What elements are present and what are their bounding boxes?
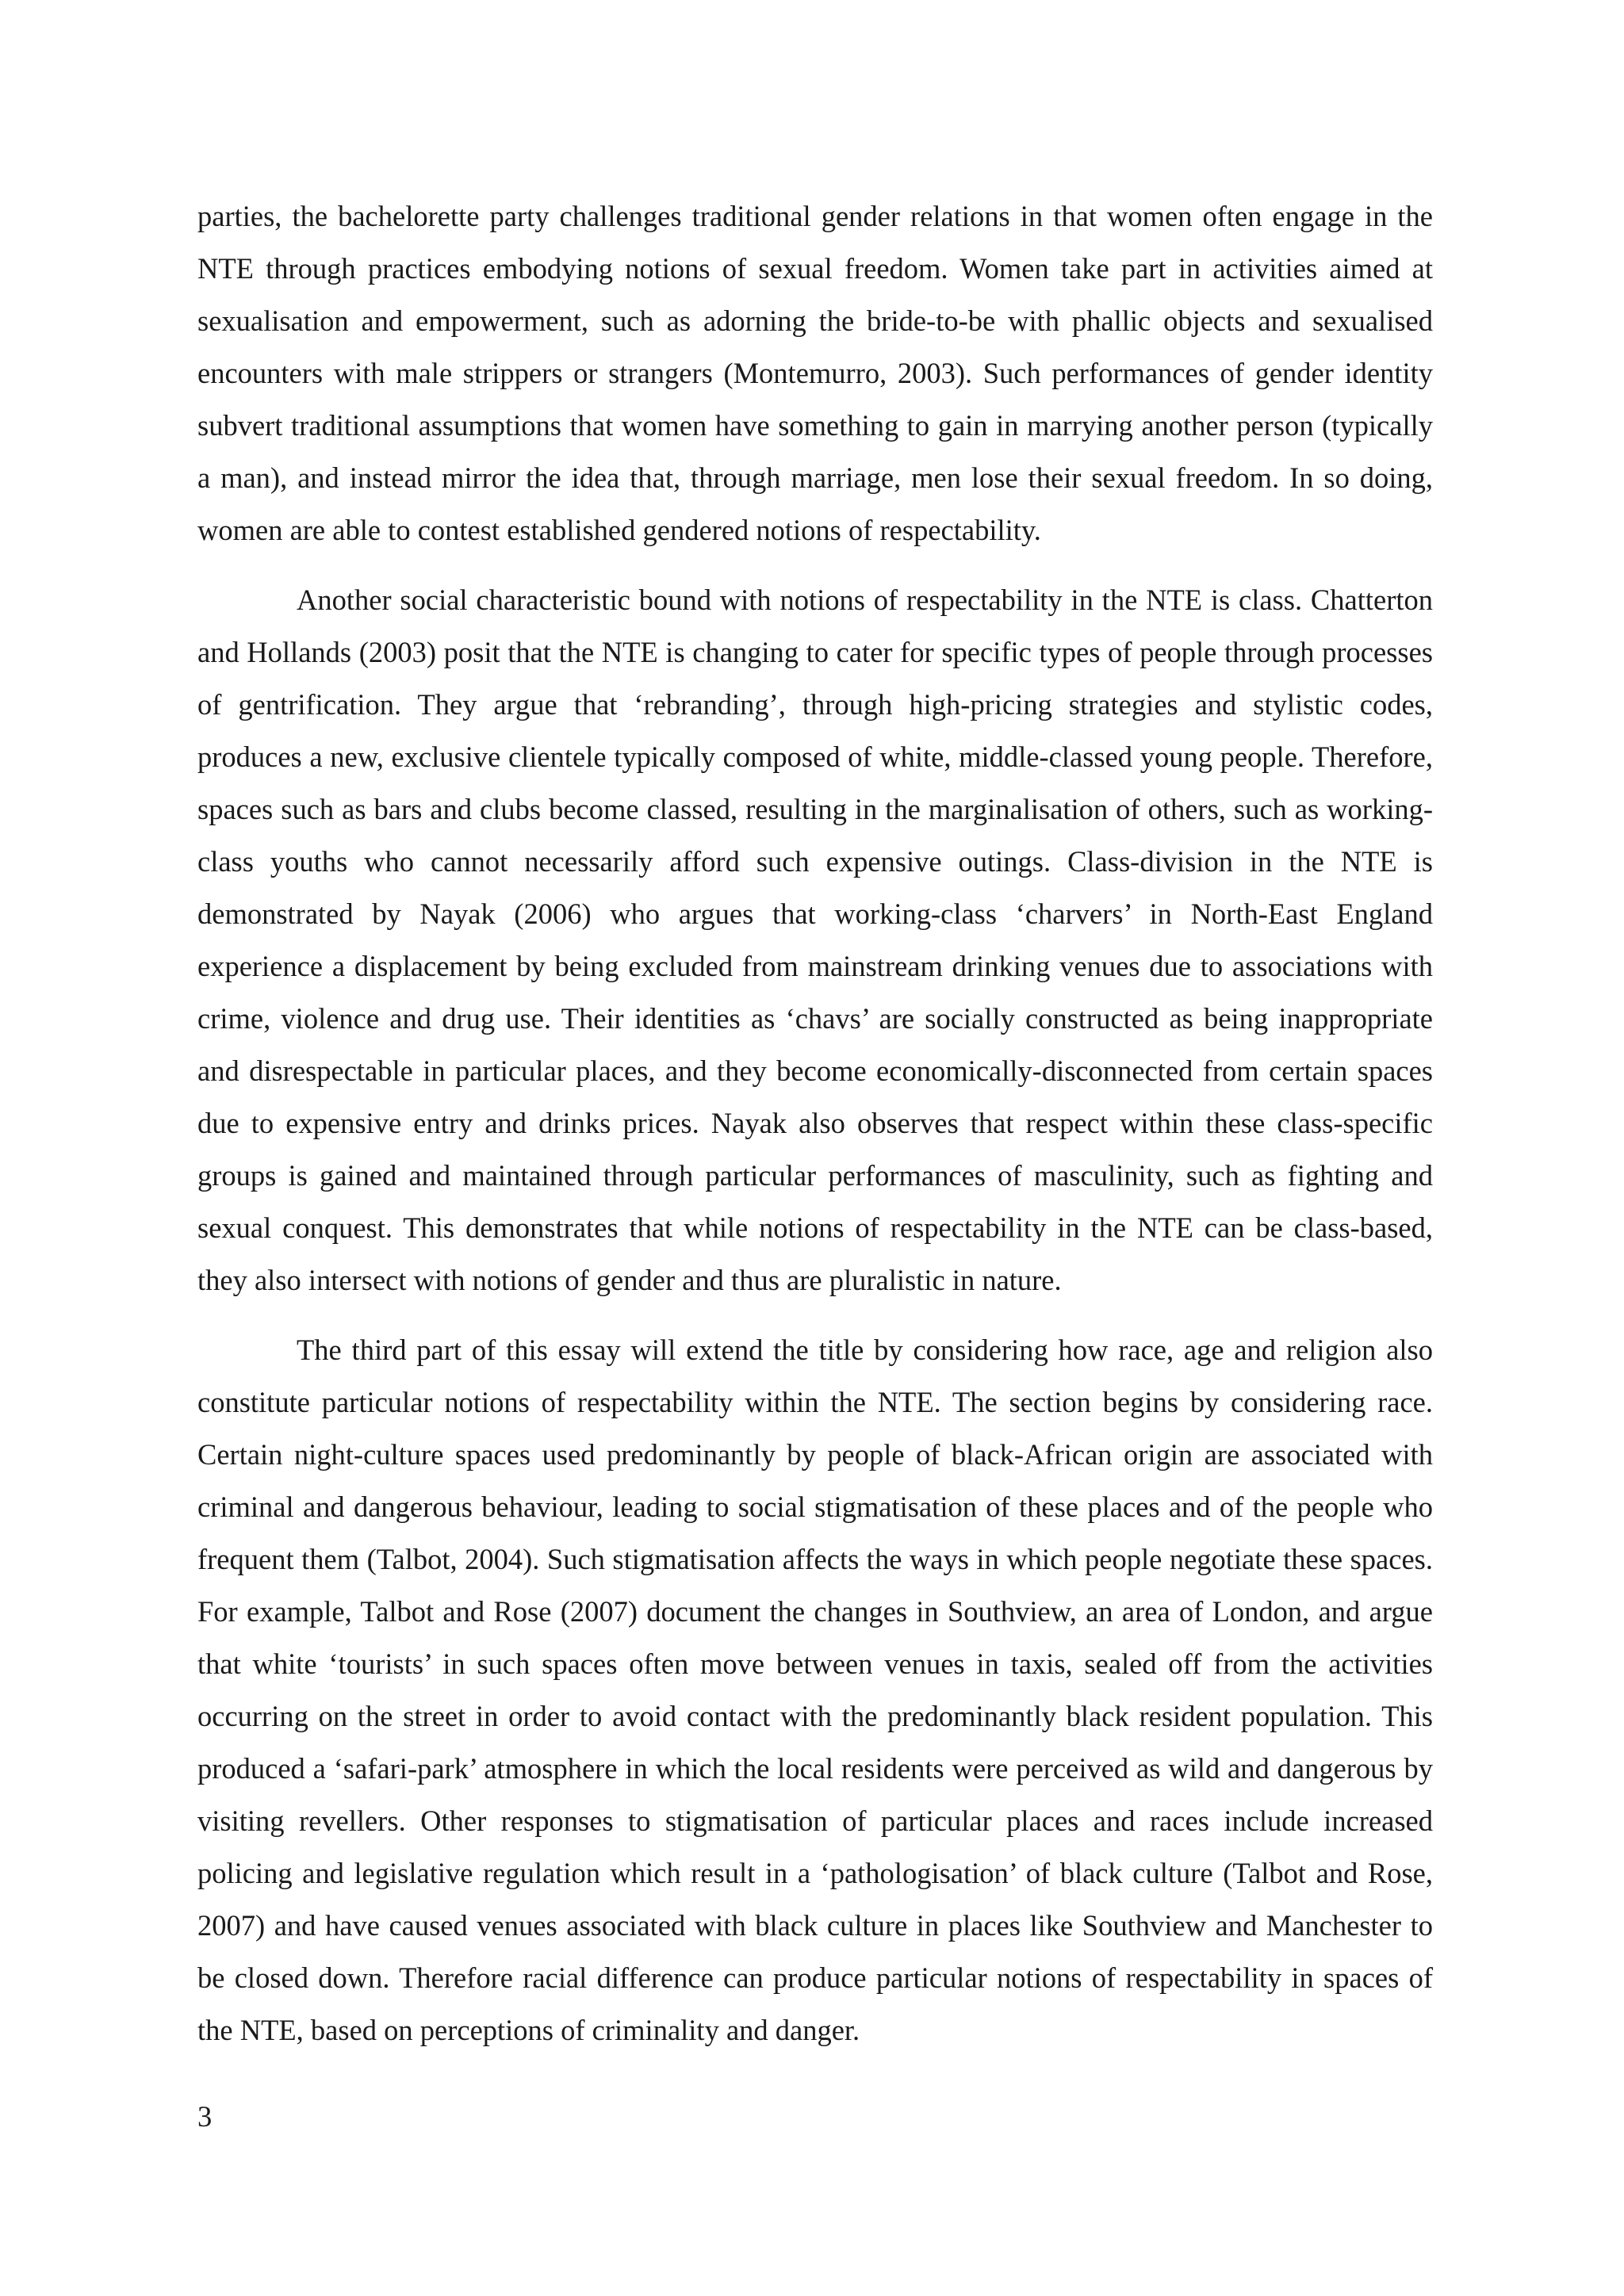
body-text: [197, 190, 1433, 2057]
paragraph-race: The third part of this essay will extend the title by considering how race, age and religion also constitute particular notions of respectability within the NTE. The section begins by considering race. Certain night-culture spaces used predominantly by people of black-African origin are associated with criminal and dangerous behaviour, leading to social stigmatisation of these places and of the people who frequent them (Talbot, 2004). Such stigmatisation affects the ways in which people negotiate these spaces. For example, Talbot and Rose (2007) document the changes in Southview, an area of London, and argue that white ‘tourists’ in such spaces often move between venues in taxis, sealed off from the activities occurring on the street in order to avoid contact with the predominantly black resident population. This produced a ‘safari-park’ atmosphere in which the local residents were perceived as wild and dangerous by visiting revellers. Other responses to stigmatisation of particular places and races include increased policing and legislative regulation which result in a ‘pathologisation’ of black culture (Talbot and Rose, 2007) and have caused venues associated with black culture in places like Southview and Manchester to be closed down. Therefore racial difference can produce particular notions of respectability in spaces of the NTE, based on perceptions of criminality and danger.: [197, 1334, 1433, 2046]
paragraph-class: Another social characteristic bound with notions of respectability in the NTE is class. Chatterton and Hollands (2003) posit that the NTE is changing to cater for specific types of people through processes of gentrification. They argue that ‘rebranding’, through high-pricing strategies and stylistic codes, produces a new, exclusive clientele typically composed of white, middle-classed young people. Therefore, spaces such as bars and clubs become classed, resulting in the marginalisation of others, such as working-class youths who cannot necessarily afford such expensive outings. Class-division in the NTE is demonstrated by Nayak (2006) who argues that working-class ‘charvers’ in North-East England experience a displacement by being excluded from mainstream drinking venues due to associations with crime, violence and drug use. Their identities as ‘chavs’ are socially constructed as being inappropriate and disrespectable in particular places, and they become economically-disconnected from certain spaces due to expensive entry and drinks prices. Nayak also observes that respect within these class-specific groups is gained and maintained through particular performances of masculinity, such as fighting and sexual conquest. This demonstrates that while notions of respectability in the NTE can be class-based, they also intersect with notions of gender and thus are pluralistic in nature.: [197, 584, 1433, 1296]
page-number: 3: [197, 2100, 213, 2133]
paragraph-continuation: parties, the bachelorette party challenges traditional gender relations in that women often engage in the NTE through practices embodying notions of sexual freedom. Women take part in activities aimed at sexualisation and empowerment, such as adorning the bride-to-be with phallic objects and sexualised encounters with male strippers or strangers (Montemurro, 2003). Such performances of gender identity subvert traditional assumptions that women have something to gain in marrying another person (typically a man), and instead mirror the idea that, through marriage, men lose their sexual freedom. In so doing, women are able to contest established gendered notions of respectability.: [197, 200, 1433, 546]
